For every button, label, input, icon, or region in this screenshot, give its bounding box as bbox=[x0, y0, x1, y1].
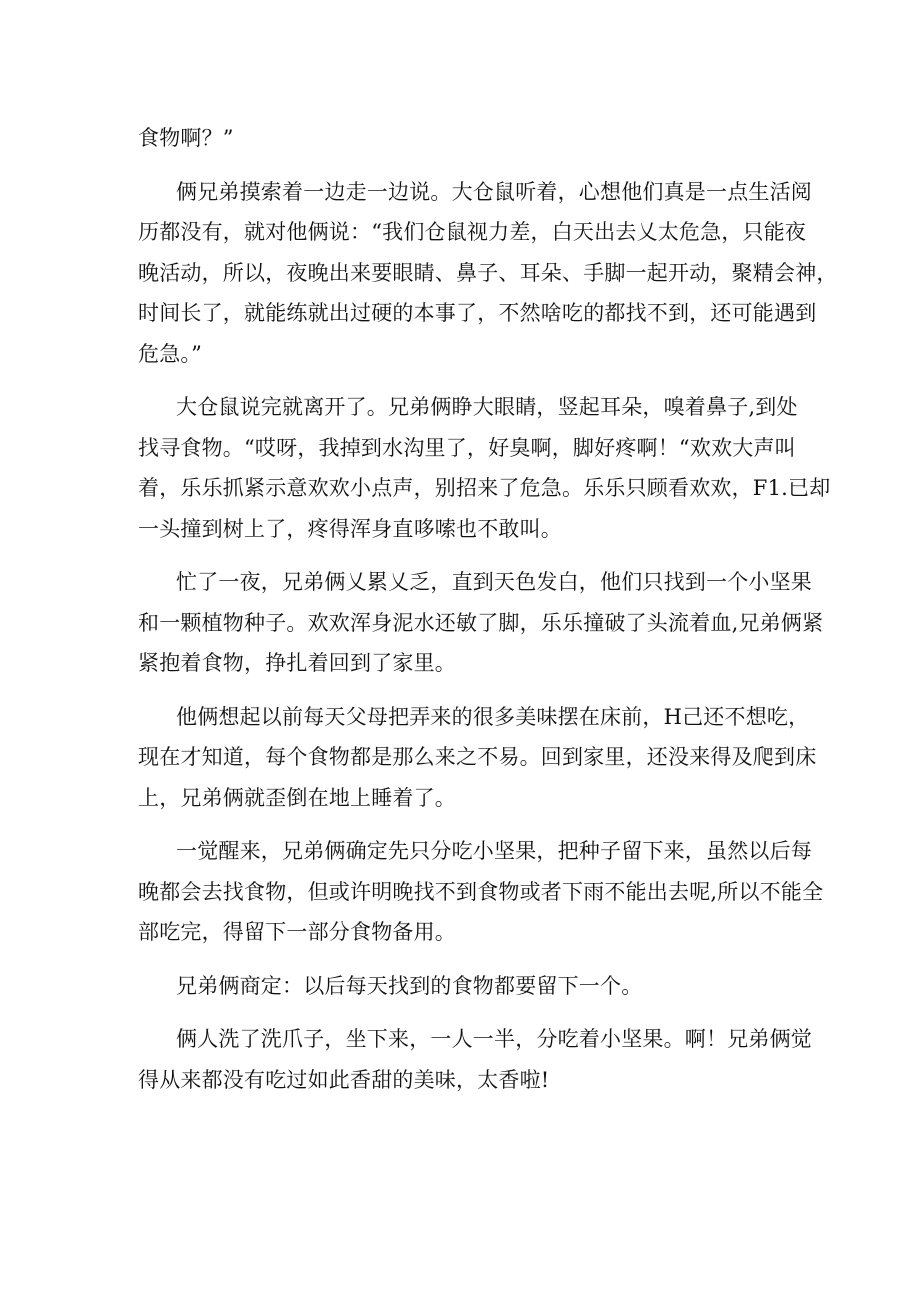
text-line: 俩人洗了洗爪子，坐下来，一人一半，分吃着小坚果。啊！兄弟俩觉 bbox=[176, 1027, 812, 1051]
paragraph bbox=[138, 562, 824, 684]
text-line: 晚都会去找食物，但或许明晚找不到食物或者下雨不能出去呢,所以不能全 bbox=[138, 879, 824, 904]
text-line: 和一颗植物种子。欢欢浑身泥水还敏了脚，乐乐撞破了头流着血,兄弟俩紧 bbox=[138, 610, 824, 635]
text-line: 忙了一夜，兄弟俩乂累乂乏，直到天色发白，他们只找到一个小坚果 bbox=[176, 570, 812, 594]
text-line: 兄弟俩商定：以后每天找到的食物都要留下一个。 bbox=[176, 973, 643, 998]
text-line: 食物啊？” bbox=[138, 126, 234, 150]
story-text bbox=[138, 118, 838, 1113]
paragraph bbox=[138, 697, 817, 819]
text-line: 他俩想起以前每天父母把弄来的很多美味摆在床前，H己还不想吃， bbox=[176, 704, 810, 729]
text-line: 一头撞到树上了，疼得浑身直哆嗦也不敢叫。 bbox=[138, 516, 562, 541]
text-line: 紧抱着食物，挣扎着回到了家里。 bbox=[138, 651, 456, 675]
paragraph bbox=[138, 1019, 812, 1100]
paragraph bbox=[138, 172, 838, 375]
text-line: 历都没有，就对他俩说：“我们仓鼠视力差，白天出去乂太危急，只能夜 bbox=[138, 220, 807, 244]
paragraph bbox=[138, 966, 788, 1007]
text-line: 大仓鼠说完就离开了。兄弟俩睁大眼睛，竖起耳朵，嗅着鼻子,到处 bbox=[176, 395, 798, 419]
text-line: 时间长了，就能练就出过硬的本事了，不然啥吃的都找不到，还可能遇到 bbox=[138, 301, 817, 325]
text-line: 现在才知道，每个食物都是那么来之不易。回到家里，还没来得及爬到床 bbox=[138, 745, 817, 769]
text-line: 得从来都没有吃过如此香甜的美味，太香啦! bbox=[138, 1067, 550, 1092]
paragraph bbox=[138, 387, 831, 549]
text-line: 部吃完，得留下一部分食物备用。 bbox=[138, 920, 456, 944]
text-line: 晚活动，所以，夜晚出来要眼睛、鼻子、耳朵、手脚一起开动，聚精会神， bbox=[138, 260, 838, 285]
text-line: 一觉醒来，兄弟俩确定先只分吃小坚果，把种子留下来，虽然以后每 bbox=[176, 839, 812, 863]
text-line: 危急。” bbox=[138, 341, 203, 366]
text-line: 找寻食物。“哎呀，我掉到水沟里了，好臭啊，脚好疼啊！“欢欢大声叫 bbox=[138, 435, 796, 460]
paragraph bbox=[138, 118, 788, 159]
paragraph bbox=[138, 831, 824, 953]
text-line: 着，乐乐抓紧示意欢欢小点声，别招来了危急。乐乐只顾看欢欢，F1.已却 bbox=[138, 476, 831, 500]
text-line: 上，兄弟俩就歪倒在地上睡着了。 bbox=[138, 785, 456, 810]
text-line: 俩兄弟摸索着一边走一边说。大仓鼠听着，心想他们真是一点生活阅 bbox=[176, 179, 812, 204]
